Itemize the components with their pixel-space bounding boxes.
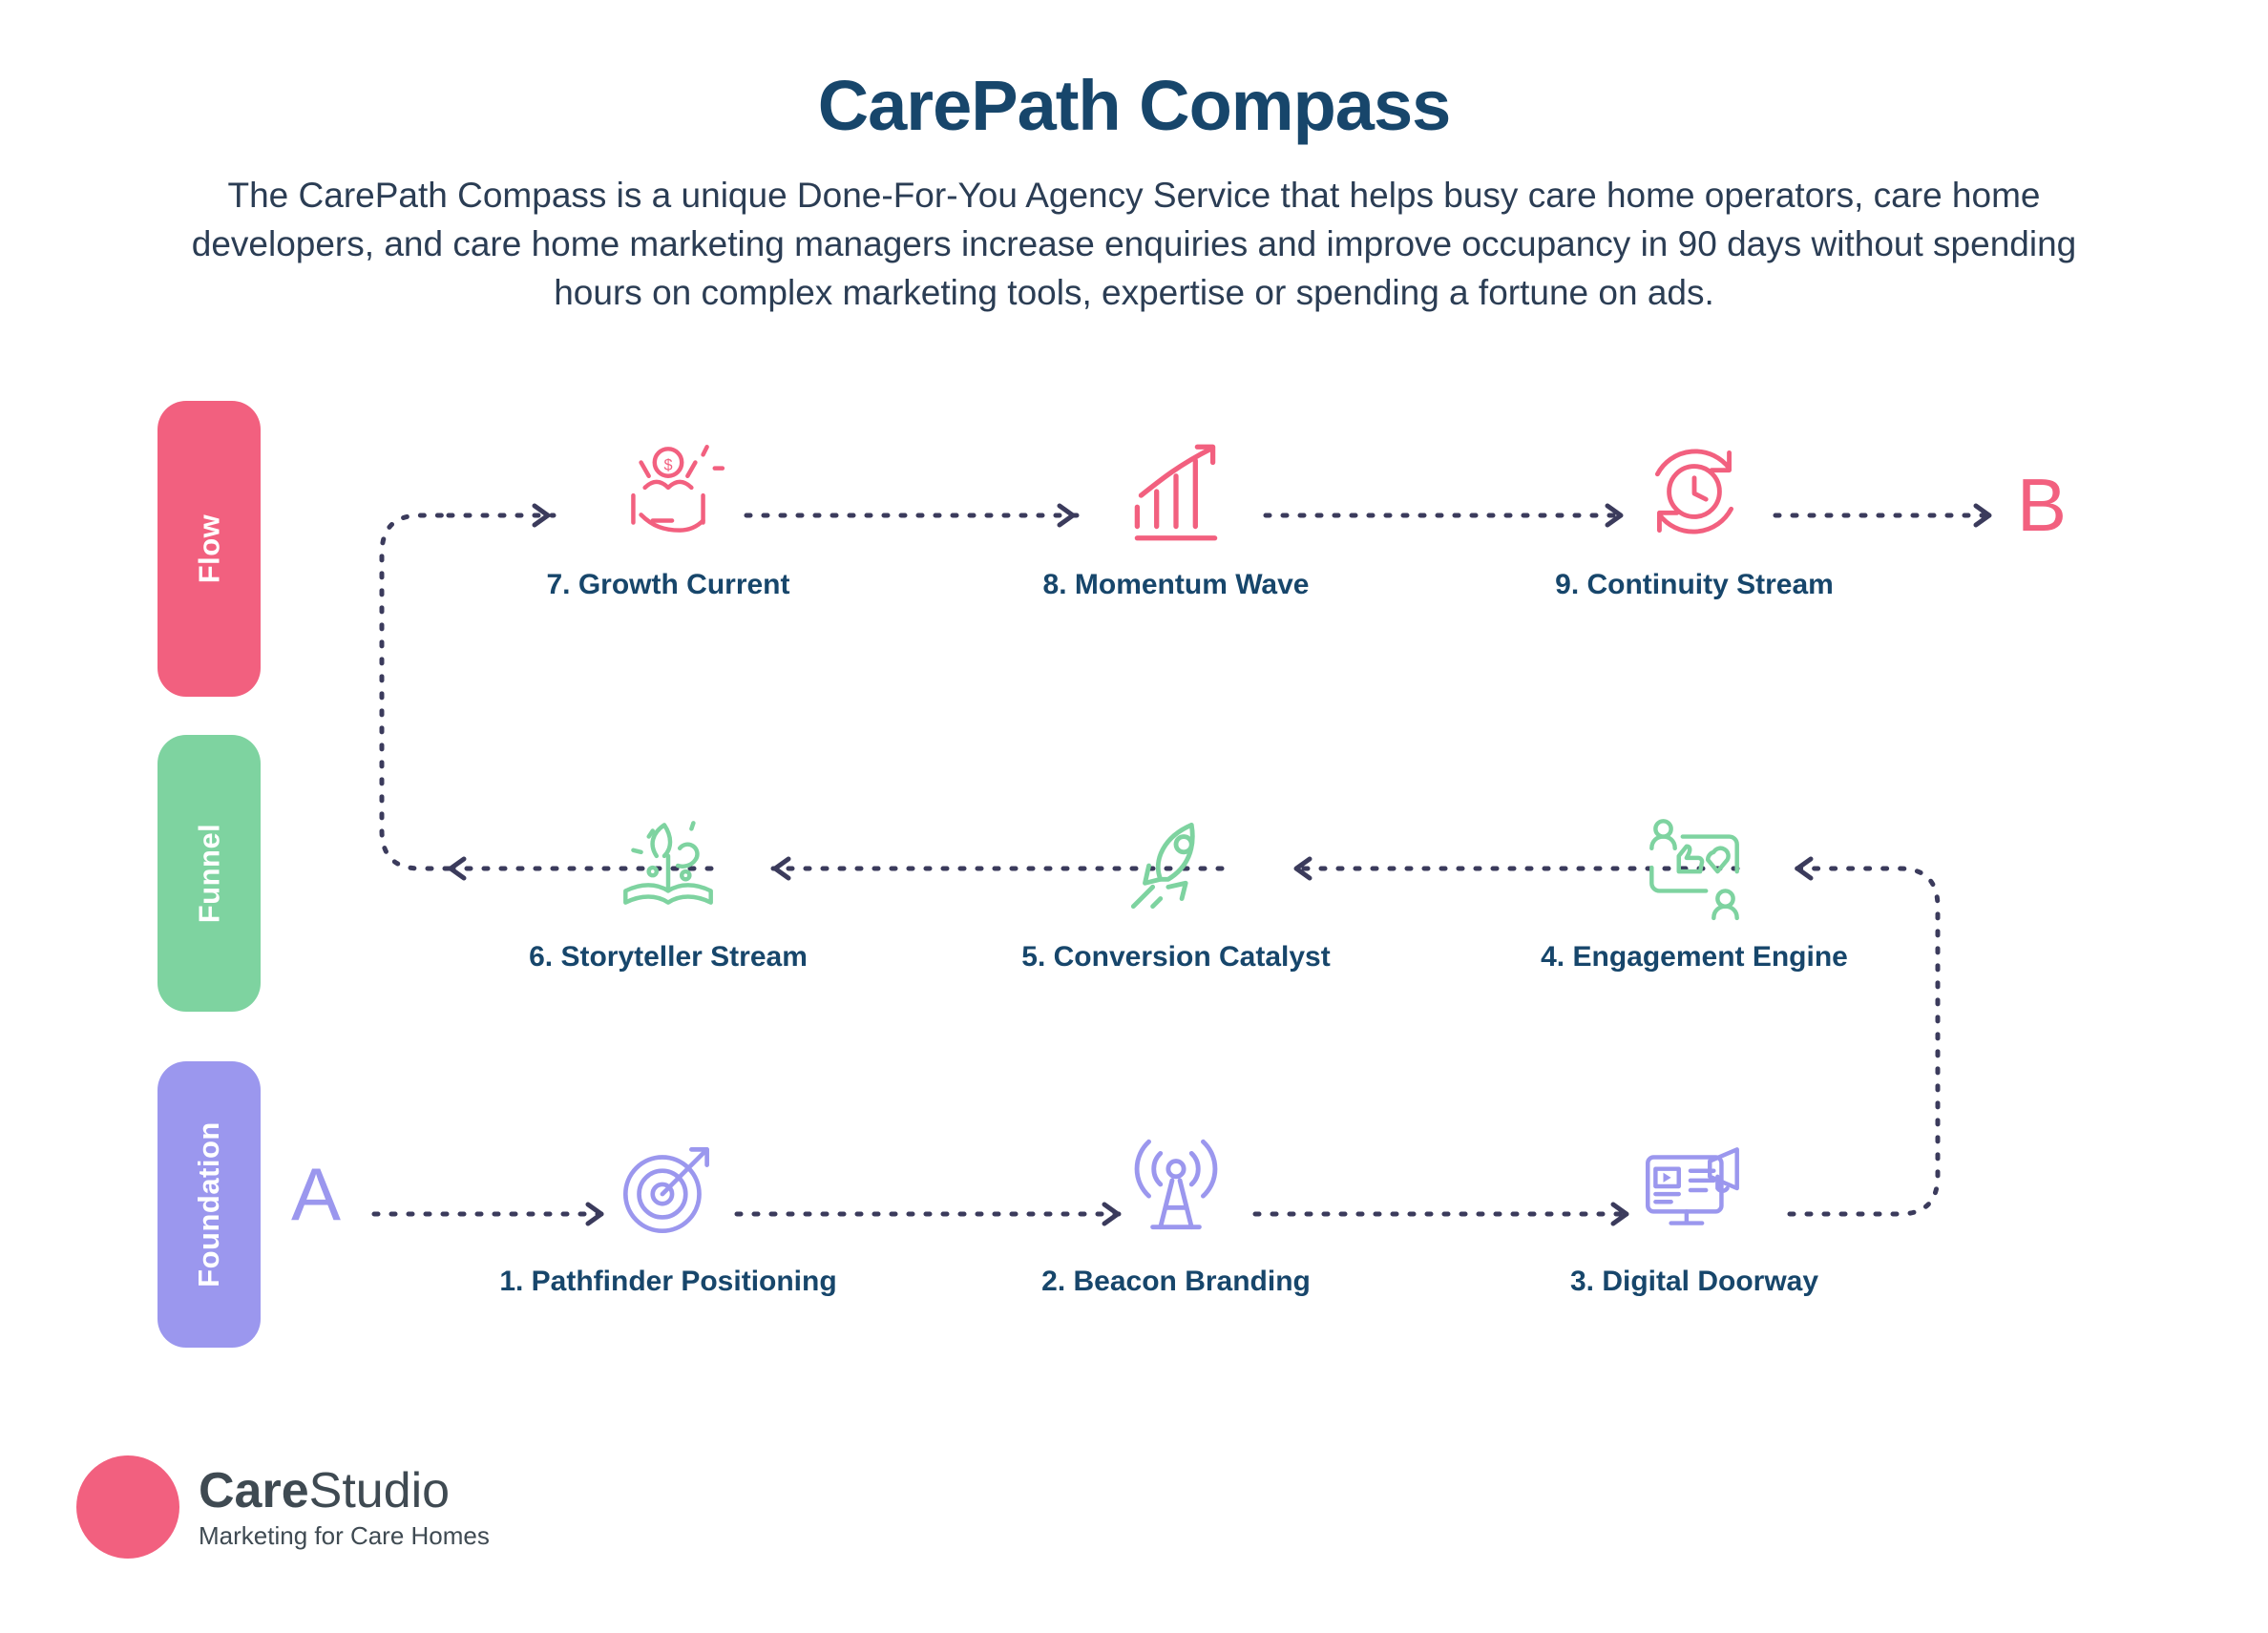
node-conversion-catalyst[interactable] xyxy=(976,792,1376,974)
node-label: 4. Engagement Engine xyxy=(1541,941,1848,973)
node-label: 3. Digital Doorway xyxy=(1569,1266,1819,1297)
endpoint-end-b: B xyxy=(2017,463,2068,547)
footer-logo xyxy=(76,1455,490,1559)
node-label: 9. Continuity Stream xyxy=(1555,569,1834,600)
node-label: 1. Pathfinder Positioning xyxy=(499,1266,837,1297)
node-engagement-engine[interactable] xyxy=(1494,792,1895,974)
logo-tagline: Marketing for Care Homes xyxy=(199,1520,490,1550)
stage-bar-funnel xyxy=(158,735,261,1012)
node-continuity-stream[interactable] xyxy=(1494,420,1895,601)
clock-refresh-icon xyxy=(1494,420,1895,563)
logo-name-bold: Care xyxy=(199,1463,309,1519)
node-label: 7. Growth Current xyxy=(546,569,790,600)
broadcast-tower-icon xyxy=(976,1117,1376,1260)
node-label: 8. Momentum Wave xyxy=(1042,569,1310,600)
stage-label-flow: Flow xyxy=(191,513,225,584)
stage-label-funnel: Funnel xyxy=(191,823,225,924)
open-book-icon xyxy=(468,792,869,935)
logo-name xyxy=(199,1465,490,1518)
stage-bar-foundation xyxy=(158,1061,261,1348)
svg-text:$: $ xyxy=(663,456,673,474)
page-header xyxy=(0,67,2268,318)
node-growth-current[interactable] xyxy=(468,420,869,601)
node-digital-doorway[interactable] xyxy=(1494,1117,1895,1298)
stage-bar-flow xyxy=(158,401,261,697)
logo-dot-icon xyxy=(76,1455,179,1559)
people-thumbsup-icon xyxy=(1494,792,1895,935)
hand-money-plant-icon xyxy=(468,420,869,563)
page-subtitle: The CarePath Compass is a unique Done-For-You Agency Service that helps busy care home operators, care home developers, and care home marketing managers increase enquiries and improve occupancy in 90 days without spending hours on complex marketing tools, expertise or spending a fortune on ads. xyxy=(191,176,2077,313)
node-label: 5. Conversion Catalyst xyxy=(1021,941,1331,973)
page-title: CarePath Compass xyxy=(817,66,1451,145)
node-label: 6. Storyteller Stream xyxy=(529,941,808,973)
node-pathfinder-positioning[interactable] xyxy=(468,1117,869,1298)
node-momentum-wave[interactable] xyxy=(976,420,1376,601)
stage-label-foundation: Foundation xyxy=(192,1121,226,1288)
target-arrow-icon xyxy=(468,1117,869,1260)
node-beacon-branding[interactable] xyxy=(976,1117,1376,1298)
bar-chart-growth-icon xyxy=(976,420,1376,563)
node-storyteller-stream[interactable] xyxy=(468,792,869,974)
monitor-megaphone-icon xyxy=(1494,1117,1895,1260)
logo-name-light: Studio xyxy=(308,1463,451,1519)
node-label: 2. Beacon Branding xyxy=(1041,1266,1311,1297)
endpoint-start-a: A xyxy=(291,1152,342,1236)
rocket-icon xyxy=(976,792,1376,935)
